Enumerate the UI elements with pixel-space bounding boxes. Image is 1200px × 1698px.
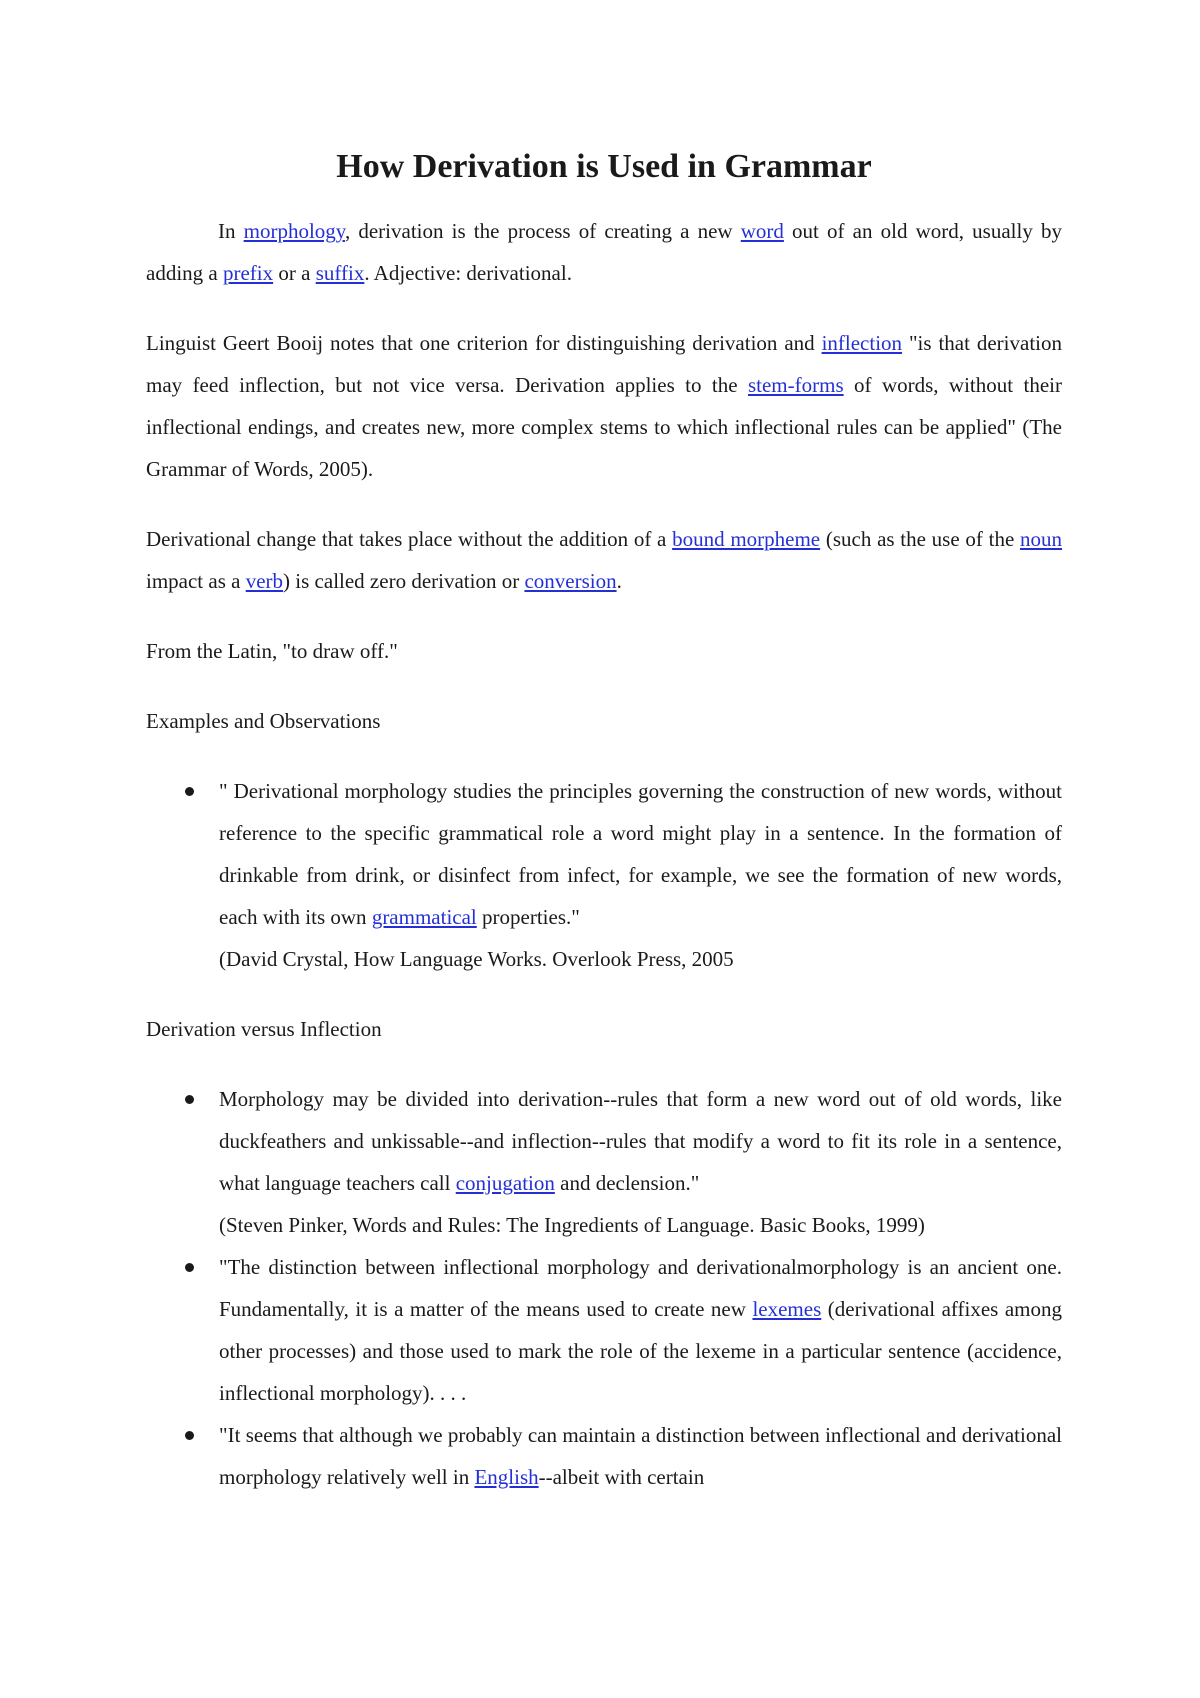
zero-derivation-paragraph: Derivational change that takes place without the addition of a bound morpheme (such as the use of the noun impact as a verb) is called zero derivation or conversion. bbox=[146, 527, 1062, 593]
list-item-crystal: " Derivational morphology studies the principles governing the construction of new words, without reference to the specific grammatical role a word might play in a sentence. In the formation of drinkable from drink, or disinfect from infect, for example, we see the formation of new words, each with its own grammatical properties." (David Crystal, How Language Works. Overlook Press, 2005 bbox=[146, 770, 1062, 980]
citation-pinker: (Steven Pinker, Words and Rules: The Ingredients of Language. Basic Books, 1999) bbox=[219, 1213, 925, 1237]
bullet-icon bbox=[185, 1263, 194, 1272]
latin-origin: From the Latin, "to draw off." bbox=[146, 639, 398, 663]
link-inflection[interactable]: inflection bbox=[821, 331, 903, 355]
link-word[interactable]: word bbox=[740, 219, 784, 243]
link-morphology[interactable]: morphology bbox=[243, 219, 345, 243]
link-suffix[interactable]: suffix bbox=[315, 261, 365, 285]
link-noun[interactable]: noun bbox=[1020, 527, 1062, 551]
heading-examples: Examples and Observations bbox=[146, 709, 381, 733]
link-verb[interactable]: verb bbox=[245, 569, 284, 593]
examples-list bbox=[146, 770, 1062, 980]
bullet-icon bbox=[185, 1431, 194, 1440]
link-english[interactable]: English bbox=[474, 1465, 539, 1489]
link-bound-morpheme[interactable]: bound morpheme bbox=[672, 527, 821, 551]
bullet-icon bbox=[185, 1095, 194, 1104]
link-conversion[interactable]: conversion bbox=[524, 569, 617, 593]
booij-paragraph: Linguist Geert Booij notes that one criterion for distinguishing derivation and inflection "is that derivation may feed inflection, but not vice versa. Derivation applies to the stem-forms of words, without their inflectional endings, and creates new, more complex stems to which inflectional rules can be applied" (The Grammar of Words, 2005). bbox=[146, 331, 1063, 481]
heading-derivation-inflection: Derivation versus Inflection bbox=[146, 1017, 382, 1041]
link-prefix[interactable]: prefix bbox=[222, 261, 274, 285]
intro-paragraph: In morphology, derivation is the process of creating a new word out of an old word, usually by adding a prefix or a suffix. Adjective: derivational. bbox=[146, 219, 1062, 285]
link-grammatical[interactable]: grammatical bbox=[371, 905, 477, 929]
list-item-distinction: "The distinction between inflectional morphology and derivationalmorphology is an ancient one. Fundamentally, it is a matter of the means used to create new lexemes (derivational affixes among other processes) and those used to mark the role of the lexeme in a particular sentence (accidence, inflectional morphology). . . . bbox=[146, 1246, 1062, 1414]
bullet-icon bbox=[185, 787, 194, 796]
link-conjugation[interactable]: conjugation bbox=[455, 1171, 555, 1195]
list-item-pinker: Morphology may be divided into derivation--rules that form a new word out of old words, like duckfeathers and unkissable--and inflection--rules that modify a word to fit its role in a sentence, what language teachers call conjugation and declension." (Steven Pinker, Words and Rules: The Ingredients of Language. Basic Books, 1999) bbox=[146, 1078, 1062, 1246]
derivation-inflection-list bbox=[146, 1078, 1062, 1498]
page-title: How Derivation is Used in Grammar bbox=[336, 148, 872, 185]
citation-crystal: (David Crystal, How Language Works. Overlook Press, 2005 bbox=[219, 947, 734, 971]
link-stem-forms[interactable]: stem-forms bbox=[747, 373, 844, 397]
link-lexemes[interactable]: lexemes bbox=[752, 1297, 822, 1321]
document-body bbox=[146, 142, 1062, 1498]
list-item-seems: "It seems that although we probably can maintain a distinction between inflectional and derivational morphology relatively well in English--albeit with certain bbox=[146, 1414, 1062, 1498]
